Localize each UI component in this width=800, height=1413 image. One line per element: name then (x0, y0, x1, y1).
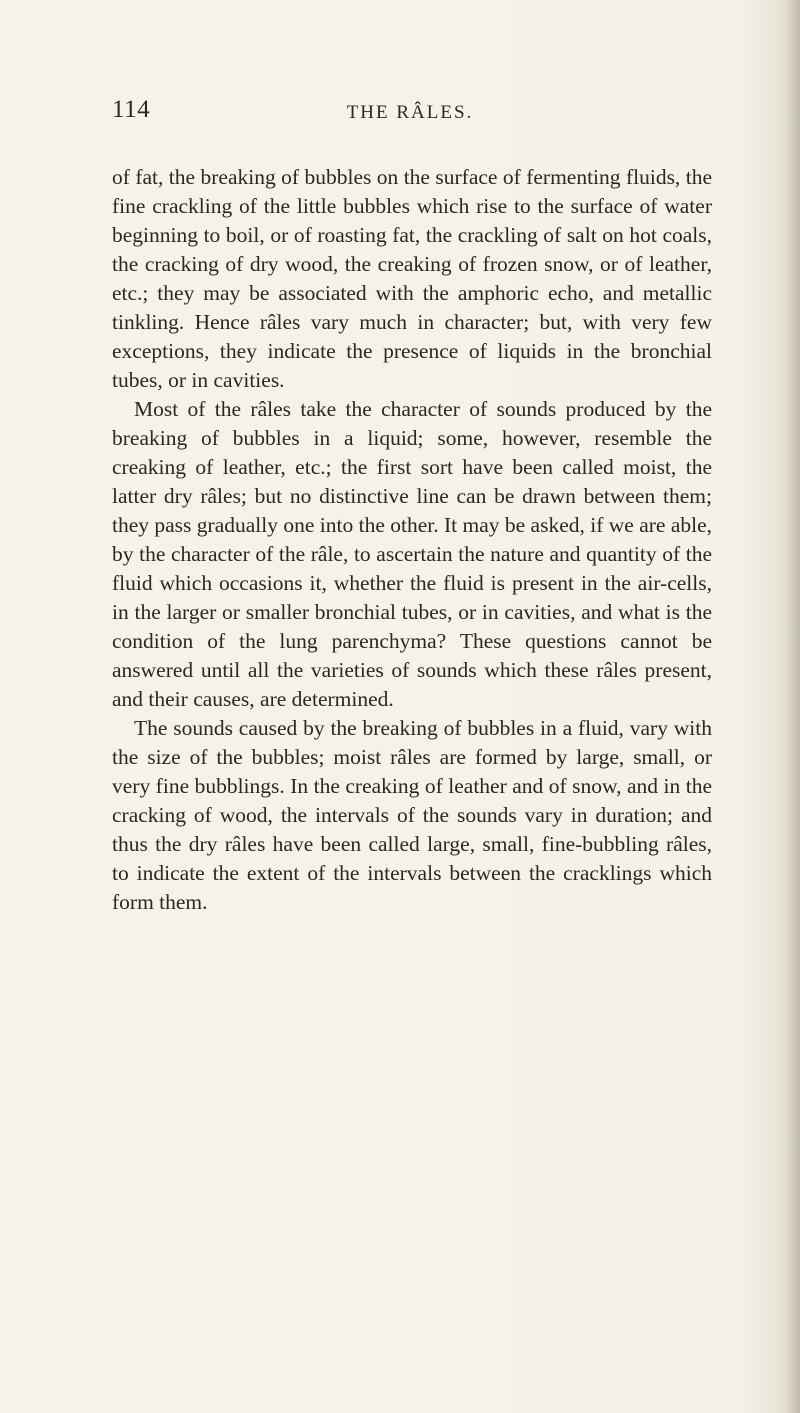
body-text (112, 163, 712, 917)
page-edge-shadow (786, 0, 800, 1413)
paragraph: The sounds caused by the breaking of bubbles in a fluid, vary with the size of the bubbles; moist râles are formed by large, small, or very fine bubblings. In the creaking of leather and of snow, and in the cracking of wood, the intervals of the sounds vary in duration; and thus the dry râles have been called large, small, fine-bubbling râles, to indicate the extent of the intervals between the cracklings which form them. (112, 716, 712, 914)
paragraph-continuation: of fat, the breaking of bubbles on the surface of fermenting fluids, the fine crackling of the little bubbles which rise to the surface of water beginning to boil, or of roasting fat, the crackling of salt on hot coals, the cracking of dry wood, the creaking of frozen snow, or of leather, etc.; they may be associated with the amphoric echo, and metallic tinkling. Hence râles vary much in character; but, with very few exceptions, they indicate the presence of liquids in the bronchial tubes, or in cavities. (112, 165, 712, 392)
page-number: 114 (112, 96, 151, 123)
running-title: THE RÂLES. (346, 102, 474, 123)
paragraph: Most of the râles take the character of sounds produced by the breaking of bubbles in a liquid; some, however, resemble the creaking of leather, etc.; the first sort have been called moist, the latter dry râles; but no distinctive line can be drawn between them; they pass gradually one into the other. It may be asked, if we are able, by the character of the râle, to ascertain the nature and quantity of the fluid which occasions it, whether the fluid is present in the air-cells, in the larger or smaller bronchial tubes, or in cavities, and what is the condition of the lung parenchyma? These questions cannot be answered until all the varieties of sounds which these râles present, and their causes, are determined. (112, 397, 713, 711)
